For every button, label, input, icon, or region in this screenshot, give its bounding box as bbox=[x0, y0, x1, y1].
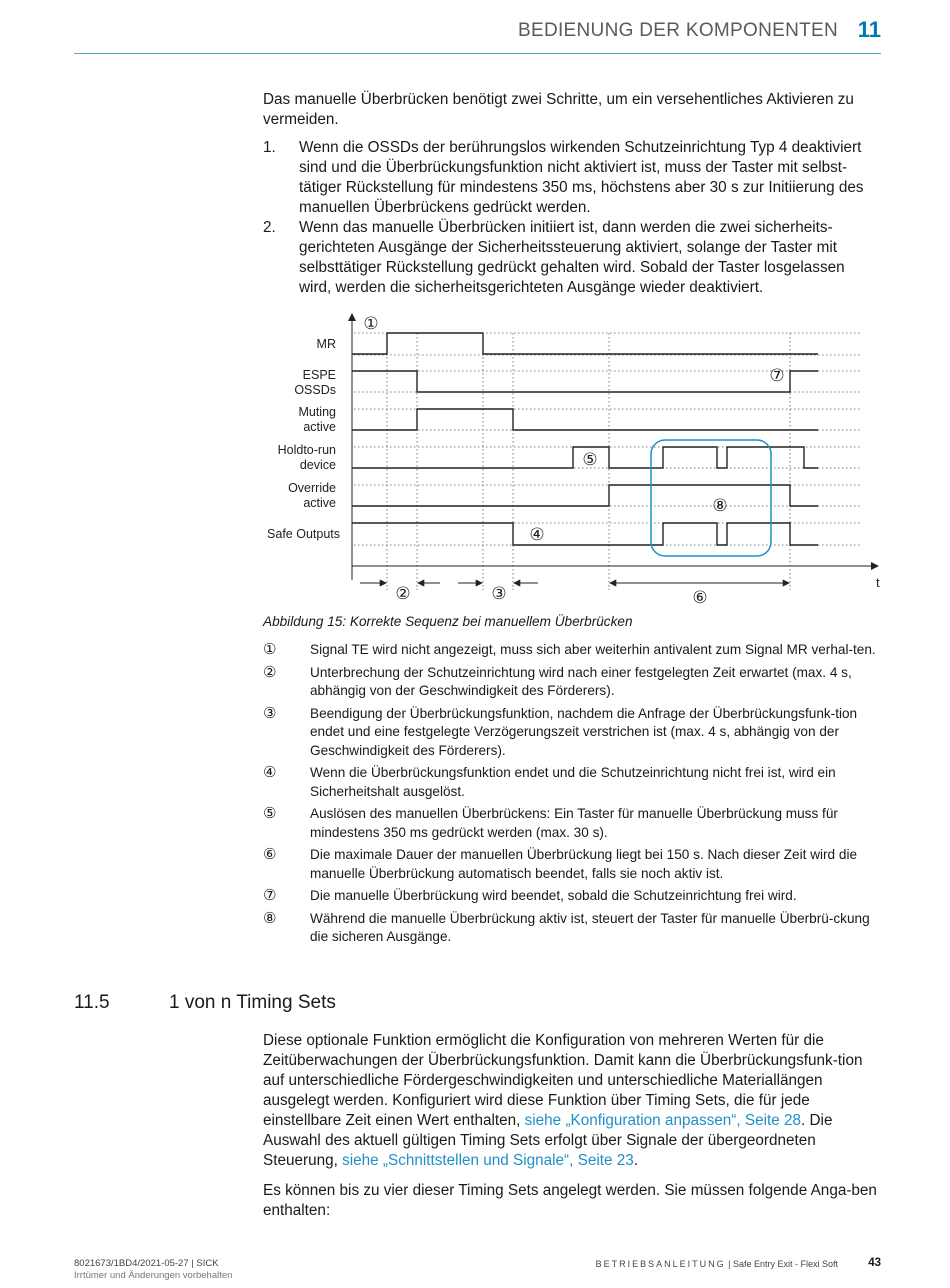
section-number: 11.5 bbox=[74, 992, 110, 1013]
footer-disclaimer: Irrtümer und Änderungen vorbehalten bbox=[74, 1270, 233, 1281]
marker-3: ③ bbox=[491, 584, 507, 603]
note-text: Wenn die Überbrückungsfunktion endet und die Schutzeinrichtung nicht frei ist, wird ein Sicherheitshalt ausgelöst. bbox=[310, 765, 836, 799]
timing-sets-paragraph bbox=[263, 1031, 881, 1171]
label-holdtorun: Holdto-run bbox=[277, 443, 336, 457]
waveform-mr bbox=[352, 333, 818, 354]
intro-paragraph: Das manuelle Überbrücken benötigt zwei Schritte, um ein versehentliches Aktivieren zu vermeiden. bbox=[263, 91, 854, 128]
step-number: 1. bbox=[263, 139, 276, 156]
manual-override-highlight bbox=[651, 440, 771, 556]
timing-sets-count-paragraph: Es können bis zu vier dieser Timing Sets angelegt werden. Sie müssen folgende Anga-ben enthalten: bbox=[263, 1182, 877, 1219]
section-title: 1 von n Timing Sets bbox=[169, 992, 336, 1013]
waveforms bbox=[352, 333, 818, 545]
link-konfiguration-anpassen[interactable]: siehe „Konfiguration anpassen“, Seite 28 bbox=[524, 1112, 801, 1129]
waveform-espe bbox=[352, 371, 818, 392]
page-header-title: BEDIENUNG DER KOMPONENTEN bbox=[518, 20, 838, 41]
note-text: Signal TE wird nicht angezeigt, muss sich aber weiterhin antivalent zum Signal MR verhal-ten. bbox=[310, 642, 876, 657]
paragraph-text: Diese optionale Funktion ermöglicht die Konfiguration von mehreren Werten für die Zeitüberwachungen der Überbrückungsfunktion. Damit kann die Überbrückungsfunk-tion auf unterschiedliche Fördergeschwindigkeiten und unterschiedliche Materiallängen ausgelegt werden. Konfiguriert wird diese Funktion über Timing Sets, die für jede einstellbare Zeit einen Wert enthalten, bbox=[263, 1032, 863, 1129]
waveform-safe-outputs bbox=[352, 523, 818, 545]
signal-labels bbox=[267, 337, 340, 541]
note-marker: ② bbox=[263, 663, 277, 681]
note-text: Die maximale Dauer der manuellen Überbrückung liegt bei 150 s. Nach dieser Zeit wird die manuelle Überbrückung automatisch beendet, falls sie noch aktiv ist. bbox=[310, 847, 858, 881]
label-muting: Muting bbox=[298, 405, 336, 419]
list-item bbox=[263, 705, 881, 761]
note-text: Die manuelle Überbrückung wird beendet, sobald die Schutzeinrichtung frei wird. bbox=[310, 888, 797, 903]
label-mr: MR bbox=[316, 337, 336, 351]
markers bbox=[363, 314, 784, 607]
note-marker: ① bbox=[263, 641, 277, 658]
label-ossds: OSSDs bbox=[294, 383, 336, 397]
link-schnittstellen-signale[interactable]: siehe „Schnittstellen und Signale“, Seite 23 bbox=[342, 1152, 634, 1169]
footer-doc-info bbox=[74, 1258, 232, 1282]
note-marker: ⑦ bbox=[263, 887, 277, 904]
note-marker: ⑤ bbox=[263, 805, 277, 822]
step-number: 2. bbox=[263, 219, 276, 236]
figure-caption: Abbildung 15: Korrekte Sequenz bei manuellem Überbrücken bbox=[263, 614, 633, 629]
label-override: Override bbox=[288, 481, 336, 495]
marker-6: ⑥ bbox=[692, 588, 708, 607]
footer-product: | Safe Entry Exit - Flexi Soft bbox=[725, 1259, 838, 1269]
marker-4: ④ bbox=[529, 525, 545, 544]
list-item bbox=[263, 910, 881, 947]
marker-1: ① bbox=[363, 314, 379, 333]
step-text: Wenn das manuelle Überbrücken initiiert ist, dann werden die zwei sicherheits-gerichteten Ausgänge der Sicherheitssteuerung aktiviert, solange der Taster mit selbsttätiger Rückstellung gedrückt gehalten wird. Sobald der Taster losgelassen wird, werden die sicherheitsgerichteten Ausgänge wieder deaktiviert. bbox=[299, 219, 845, 296]
timing-diagram bbox=[0, 0, 950, 620]
note-text: Beendigung der Überbrückungsfunktion, nachdem die Anfrage der Überbrückungsfunk-tion endet und eine festgelegte Verzögerungszeit verstrichen ist (max. 4 s, abhängig von der Geschwindigkeit des Förderers). bbox=[310, 705, 858, 758]
footer-manual-info bbox=[596, 1259, 838, 1269]
note-text: Auslösen des manuellen Überbrückens: Ein Taster für manuelle Überbrückung muss für mindestens 350 ms gedrückt werden (max. 30 s). bbox=[310, 806, 838, 840]
label-muting-active: active bbox=[303, 420, 336, 434]
time-axis-label: t bbox=[876, 575, 880, 590]
legend-list bbox=[263, 641, 881, 951]
list-item bbox=[263, 641, 881, 660]
step-text: Wenn die OSSDs der berührungslos wirkenden Schutzeinrichtung Typ 4 deaktiviert sind und die Überbrückungsfunktion nicht aktiviert ist, muss der Taster mit selbst-tätiger Rückstellung für mindestens 350 ms, höchstens aber 30 s zur Initiierung des manuellen Überbrückens gedrückt werden. bbox=[299, 139, 864, 216]
list-item bbox=[263, 846, 881, 883]
note-marker: ④ bbox=[263, 764, 277, 781]
note-text: Während die manuelle Überbrückung aktiv ist, steuert der Taster für manuelle Überbrü-ckung die sicheren Ausgänge. bbox=[310, 910, 870, 944]
list-item bbox=[263, 664, 881, 701]
label-safe-outputs: Safe Outputs bbox=[267, 527, 340, 541]
page-number: 43 bbox=[868, 1257, 881, 1269]
note-marker: ⑥ bbox=[263, 846, 277, 863]
note-marker: ⑧ bbox=[263, 909, 277, 927]
marker-2: ② bbox=[395, 584, 411, 603]
marker-7: ⑦ bbox=[769, 366, 785, 385]
label-device: device bbox=[299, 458, 336, 472]
list-item bbox=[263, 805, 881, 842]
paragraph-text: . bbox=[633, 1152, 639, 1169]
marker-8: ⑧ bbox=[712, 496, 728, 515]
note-marker: ③ bbox=[263, 704, 277, 722]
footer-doc-id: 8021673/1BD4/2021-05-27 | SICK bbox=[74, 1258, 219, 1269]
note-text: Unterbrechung der Schutzeinrichtung wird nach einer festgelegten Zeit erwartet (max. 4 s, abhängig von der Geschwindigkeit des Förderers). bbox=[310, 664, 852, 698]
waveform-override bbox=[352, 485, 818, 506]
waveform-muting bbox=[352, 409, 818, 430]
footer-manual-type: BETRIEBSANLEITUNG bbox=[595, 1259, 726, 1269]
paragraph-text: . Die Auswahl des aktuell gültigen Timing Sets erfolgt über Signale der übergeordneten Steuerung, bbox=[263, 1112, 833, 1169]
label-override-active: active bbox=[303, 496, 336, 510]
list-item bbox=[263, 887, 881, 906]
label-espe: ESPE bbox=[302, 368, 336, 382]
list-item bbox=[263, 764, 881, 801]
grid-lines bbox=[354, 333, 862, 590]
marker-5: ⑤ bbox=[582, 450, 598, 469]
chapter-number: 11 bbox=[857, 17, 881, 42]
